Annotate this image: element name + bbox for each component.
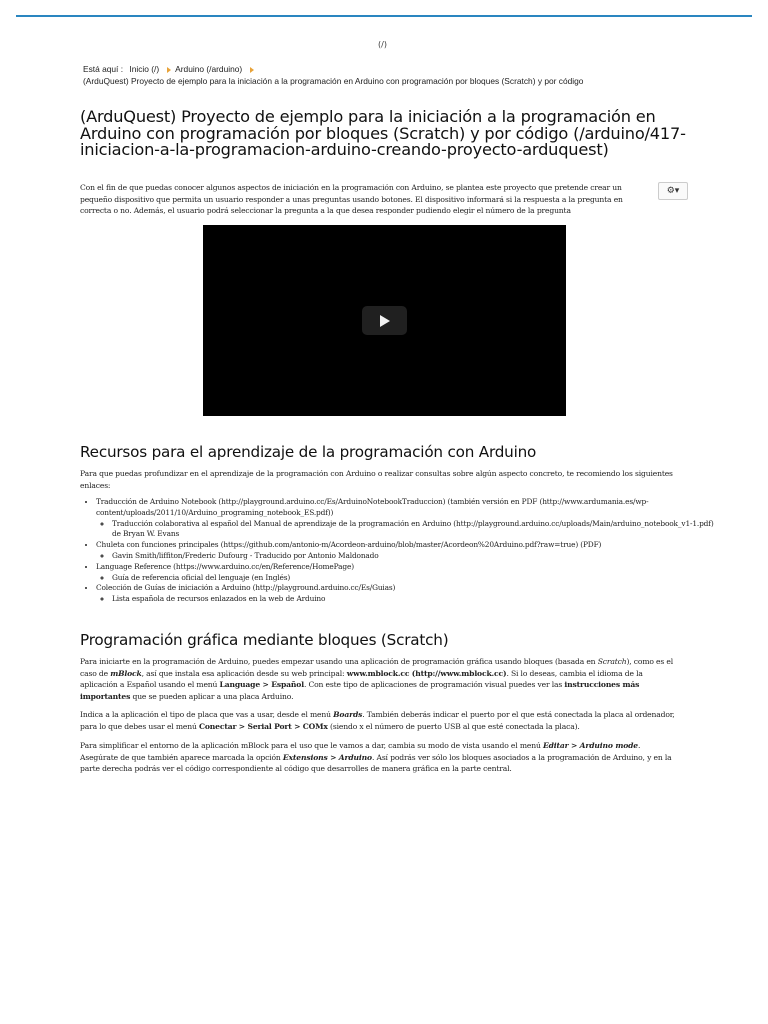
intro-paragraph: Con el fin de que puedas conocer algunos aspectos de iniciación en la programación con Arduino, se plantea este proyecto que pretende crear un pequeño dispositivo que permita un usuario responder a unas preguntas usando botones. El dispositivo informará si la respuesta a la pregunta en correcta o no. Además, el usuario podrá seleccionar la pregunta a la que desea responder pudiendo elegir el número de la pregunta [80, 183, 623, 216]
text-run: Extensions > Arduino [282, 752, 372, 762]
text-run: (siendo x el número de puerto USB al que esté conectada la placa). [327, 721, 580, 731]
list-item [96, 583, 716, 605]
text-run: . Así podrás ver sólo los bloques asociados a la programación de Arduino, y en la parte derecha podrás ver el código correspondiente al código que desarrolles de manera gráfica en la parte central. [80, 752, 672, 774]
list-item [96, 540, 716, 562]
play-icon[interactable] [362, 306, 407, 335]
list-item [96, 497, 716, 540]
gear-icon[interactable]: ⚙▾ [658, 182, 688, 200]
text-run: Editar > Arduino mode [542, 741, 638, 750]
scratch-paragraph-1 [80, 656, 680, 703]
text-run: mBlock [110, 668, 142, 678]
resource-link[interactable]: Colección de Guías de iniciación a Arduino (http://playground.arduino.cc/Es/Guias) [96, 583, 396, 593]
video-player[interactable] [203, 225, 566, 416]
resource-link[interactable]: Language Reference (https://www.arduino.cc/en/Reference/HomePage) [96, 561, 354, 571]
resources-heading: Recursos para el aprendizaje de la programación con Arduino [80, 443, 537, 461]
list-item [112, 519, 716, 541]
list-item [112, 594, 716, 605]
resources-list [80, 497, 716, 605]
scratch-paragraph-2 [80, 709, 680, 732]
list-item [112, 573, 716, 584]
breadcrumb-current: (ArduQuest) Proyecto de ejemplo para la iniciación a la programación en Arduino con programación por bloques (Scratch) y por código [83, 76, 584, 86]
list-item [96, 562, 716, 584]
breadcrumb-separator-icon [250, 67, 254, 73]
scratch-heading: Programación gráfica mediante bloques (Scratch) [80, 631, 449, 649]
resource-sublink: Gavin Smith/liffiton/Frederic Dufourg - Traducido por Antonio Maldonado [112, 550, 379, 560]
text-run: instrucciones más importantes [80, 680, 640, 702]
text-run: . Asegúrate de que también aparece marcada la opción [80, 741, 641, 762]
top-rule [16, 15, 752, 17]
text-run: . Si lo deseas, cambia el idioma de la aplicación a Español usando el menú [80, 668, 643, 690]
text-run: Para iniciarte en la programación de Arduino, puedes empezar usando una aplicación de programación gráfica usando bloques (basada en [80, 657, 598, 666]
resource-sublink: Lista española de recursos enlazados en la web de Arduino [112, 594, 326, 604]
text-run: ), como es el caso de [80, 657, 674, 678]
breadcrumb-inicio-link[interactable]: Inicio (/) [129, 64, 160, 74]
text-run: que se pueden aplicar a una placa Arduino. [130, 692, 294, 702]
breadcrumb-separator-icon [167, 67, 171, 73]
resources-intro: Para que puedas profundizar en el aprendizaje de la programación con Arduino o realizar consultas sobre algún aspecto concreto, te recomiendo los siguientes enlaces: [80, 469, 673, 490]
text-run: . Con este tipo de aplicaciones de programación visual puedes ver las [303, 680, 565, 690]
text-run: . También deberás indicar el puerto por el que está conectada la placa al ordenador, para lo que debes usar el menú [80, 710, 675, 731]
home-link[interactable]: (/) [378, 40, 387, 49]
text-run: Para simplificar el entorno de la aplicación mBlock para el uso que le vamos a dar, cambia su modo de vista usando el menú [80, 741, 543, 750]
resource-link[interactable]: Chuleta con funciones principales (https://github.com/antonio-m/Acordeon-arduino/blob/master/Acordeon%20Arduino.pdf?raw=true) (PDF) [96, 540, 602, 550]
breadcrumb-arduino-link[interactable]: Arduino (/arduino) [175, 64, 243, 74]
text-run: , así que instala esa aplicación desde su web principal: [141, 668, 347, 678]
mblock-link[interactable]: www.mblock.cc (http://www.mblock.cc) [346, 668, 507, 678]
resource-link[interactable]: Traducción de Arduino Notebook (http://playground.arduino.cc/Es/ArduinoNotebookTraduccion) (también versión en PDF (http://www.ardumania.es/wp-content/uploads/2011/10/Arduino_programing_notebook_ES.pdf)) [96, 497, 649, 517]
resource-sublink: Guía de referencia oficial del lenguaje (en Inglés) [112, 572, 291, 582]
scratch-paragraph-3 [80, 740, 680, 775]
text-run: Scratch [597, 657, 627, 666]
breadcrumb-label: Está aquí : [83, 64, 124, 74]
page-title[interactable]: (ArduQuest) Proyecto de ejemplo para la iniciación a la programación en Arduino con programación por bloques (Scratch) y por código (/arduino/417-iniciacion-a-la-programacion-arduino-creando-proyecto-arduquest) [80, 107, 686, 159]
text-run: Language > Español [219, 680, 304, 690]
list-item [112, 551, 716, 562]
breadcrumb [83, 63, 703, 87]
text-run: Indica a la aplicación el tipo de placa que vas a usar, desde el menú [80, 710, 334, 719]
resource-sublink[interactable]: Traducción colaborativa al español del Manual de aprendizaje de la programación en Arduino (http://playground.arduino.cc/uploads/Main/arduino_notebook_v1-1.pdf) de Bryan W. Evans [112, 518, 714, 539]
text-run: Conectar > Serial Port > COMx [199, 721, 328, 731]
text-run: Boards [333, 710, 363, 719]
